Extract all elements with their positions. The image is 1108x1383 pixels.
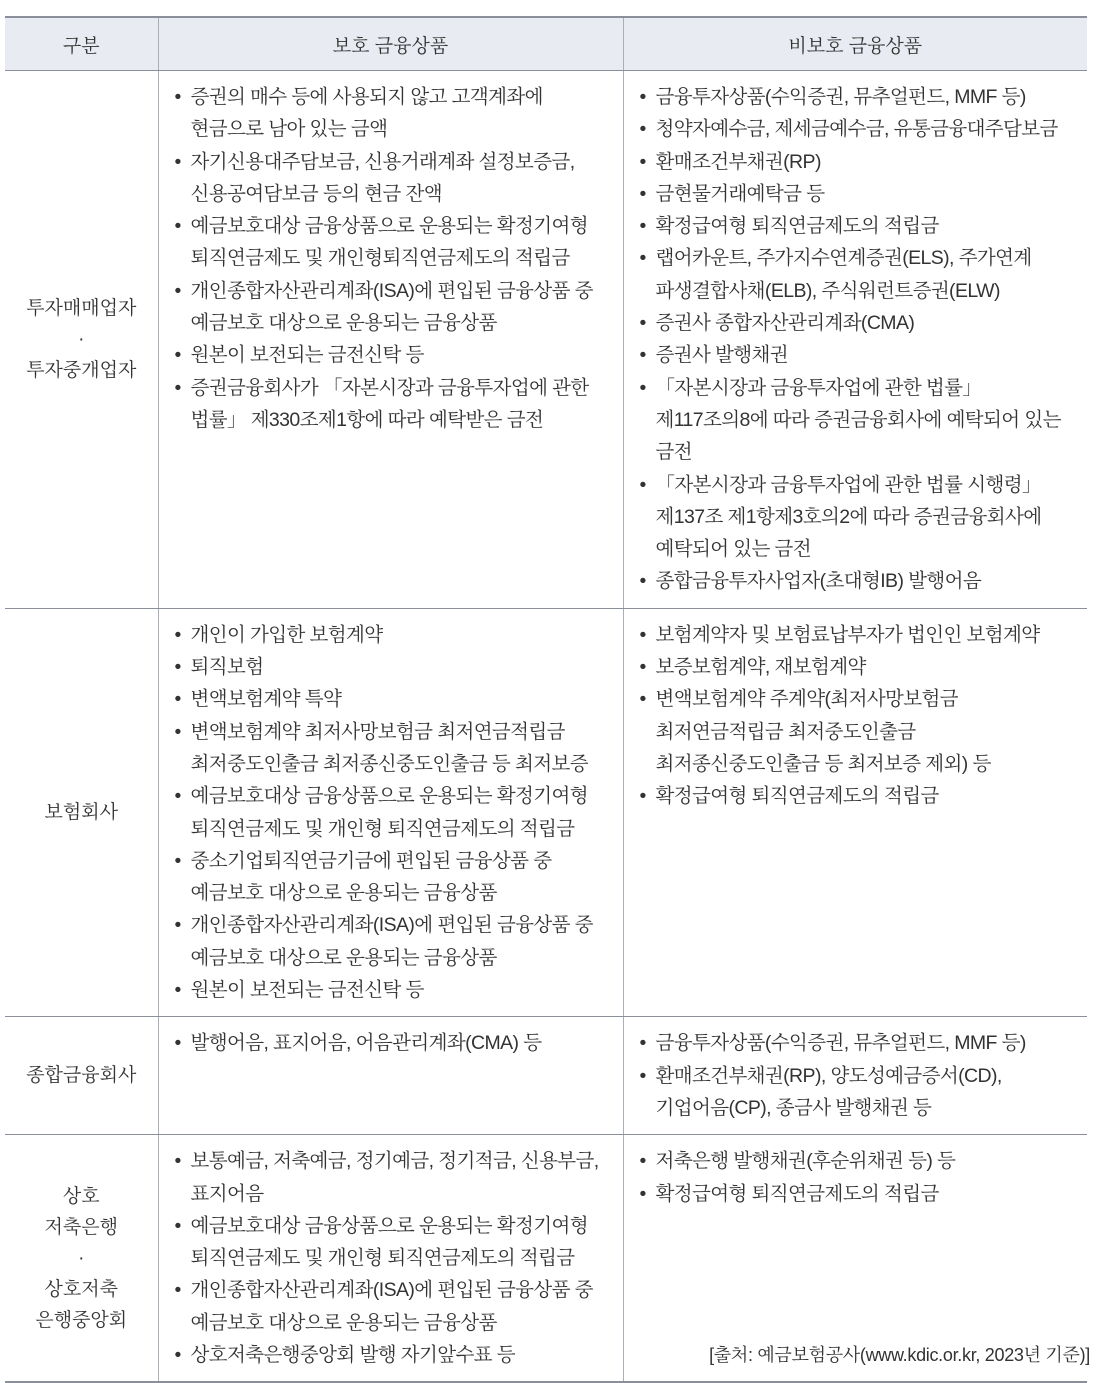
list-item: • 개인종합자산관리계좌(ISA)에 편입된 금융상품 중 예금보호 대상으로 운용되는 금융상품 [173, 909, 613, 974]
row-category [5, 608, 158, 1017]
category-line: 저축은행 [44, 1216, 118, 1238]
unprotected-cell [623, 71, 1087, 609]
list-item: • 예금보호대상 금융상품으로 운용되는 확정기여형 퇴직연금제도 및 개인형 퇴직연금제도의 적립금 [173, 1210, 613, 1275]
list-item: • 환매조건부채권(RP) [638, 146, 1078, 178]
list-item: • 자기신용대주담보금, 신용거래계좌 설정보증금, 신용공여담보금 등의 현금 잔액 [173, 146, 613, 211]
list-item: • 원본이 보전되는 금전신탁 등 [173, 974, 613, 1006]
unprotected-cell [623, 608, 1087, 1017]
list-item: • 변액보험계약 특약 [173, 683, 613, 715]
deposit-protection-table-container [5, 16, 1087, 1383]
list-item: • 변액보험계약 주계약(최저사망보험금 최저연금적립금 최저중도인출금 최저종신중도인출금 등 최저보증 제외) 등 [638, 683, 1078, 780]
list-item: • 금융투자상품(수익증권, 뮤추얼펀드, MMF 등) [638, 1027, 1078, 1059]
protected-cell [158, 608, 623, 1017]
list-item: • 금현물거래예탁금 등 [638, 178, 1078, 210]
category-line: 종합금융회사 [26, 1065, 137, 1087]
list-item: • 개인종합자산관리계좌(ISA)에 편입된 금융상품 중 예금보호 대상으로 운용되는 금융상품 [173, 1274, 613, 1339]
list-item: • 퇴직보험 [173, 651, 613, 683]
header-unprotected: 비보호 금융상품 [623, 17, 1087, 71]
row-category [5, 1135, 158, 1383]
category-line: 투자중개업자 [26, 359, 137, 381]
list-item: • 상호저축은행중앙회 발행 자기앞수표 등 [173, 1339, 613, 1371]
list-item: • 예금보호대상 금융상품으로 운용되는 확정기여형 퇴직연금제도 및 개인형 퇴직연금제도의 적립금 [173, 780, 613, 845]
list-item: • 중소기업퇴직연금기금에 편입된 금융상품 중 예금보호 대상으로 운용되는 금융상품 [173, 845, 613, 910]
header-protected: 보호 금융상품 [158, 17, 623, 71]
category-line: 은행중앙회 [35, 1309, 128, 1331]
list-item: • 금융투자상품(수익증권, 뮤추얼펀드, MMF 등) [638, 81, 1078, 113]
list-item: • 증권의 매수 등에 사용되지 않고 고객계좌에 현금으로 남아 있는 금액 [173, 81, 613, 146]
list-item: • 보증보험계약, 재보험계약 [638, 651, 1078, 683]
list-item: • 확정급여형 퇴직연금제도의 적립금 [638, 210, 1078, 242]
list-item: • 확정급여형 퇴직연금제도의 적립금 [638, 1178, 1078, 1210]
list-item: • 확정급여형 퇴직연금제도의 적립금 [638, 780, 1078, 812]
list-item: • 개인종합자산관리계좌(ISA)에 편입된 금융상품 중 예금보호 대상으로 운용되는 금융상품 [173, 275, 613, 340]
protected-cell [158, 71, 623, 609]
category-line: 투자매매업자 [26, 297, 137, 319]
list-item: • 개인이 가입한 보험계약 [173, 619, 613, 651]
list-item: • 증권사 발행채권 [638, 339, 1078, 371]
category-line: 상호저축 [44, 1278, 118, 1300]
header-category: 구분 [5, 17, 158, 71]
table-row [5, 608, 1087, 1017]
list-item: • 원본이 보전되는 금전신탁 등 [173, 339, 613, 371]
table-row [5, 71, 1087, 609]
deposit-protection-table [5, 16, 1087, 1383]
unprotected-cell [623, 1017, 1087, 1135]
list-item: • 청약자예수금, 제세금예수금, 유통금융대주담보금 [638, 113, 1078, 145]
category-line: · [78, 1247, 85, 1269]
row-category [5, 1017, 158, 1135]
list-item: • 저축은행 발행채권(후순위채권 등) 등 [638, 1145, 1078, 1177]
list-item: • 예금보호대상 금융상품으로 운용되는 확정기여형 퇴직연금제도 및 개인형퇴직연금제도의 적립금 [173, 210, 613, 275]
list-item: • 보통예금, 저축예금, 정기예금, 정기적금, 신용부금, 표지어음 [173, 1145, 613, 1210]
table-header-row [5, 17, 1087, 71]
list-item: • 보험계약자 및 보험료납부자가 법인인 보험계약 [638, 619, 1078, 651]
list-item: • 증권사 종합자산관리계좌(CMA) [638, 307, 1078, 339]
list-item: • 랩어카운트, 주가지수연계증권(ELS), 주가연계 파생결합사채(ELB), 주식워런트증권(ELW) [638, 242, 1078, 307]
protected-cell [158, 1017, 623, 1135]
table-row [5, 1017, 1087, 1135]
list-item: • 변액보험계약 최저사망보험금 최저연금적립금 최저중도인출금 최저종신중도인출금 등 최저보증 [173, 716, 613, 781]
protected-cell [158, 1135, 623, 1383]
list-item: • 증권금융회사가 「자본시장과 금융투자업에 관한 법률」 제330조제1항에 따라 예탁받은 금전 [173, 372, 613, 437]
category-line: · [78, 328, 85, 350]
category-line: 상호 [62, 1185, 100, 1207]
category-line: 보험회사 [44, 802, 118, 824]
list-item: • 「자본시장과 금융투자업에 관한 법률 시행령」 제137조 제1항제3호의2에 따라 증권금융회사에 예탁되어 있는 금전 [638, 469, 1078, 566]
list-item: • 종합금융투자사업자(초대형IB) 발행어음 [638, 565, 1078, 597]
list-item: • 환매조건부채권(RP), 양도성예금증서(CD), 기업어음(CP), 종금사 발행채권 등 [638, 1060, 1078, 1125]
row-category [5, 71, 158, 609]
list-item: • 「자본시장과 금융투자업에 관한 법률」 제117조의8에 따라 증권금융회사에 예탁되어 있는 금전 [638, 372, 1078, 469]
source-citation: [출처: 예금보험공사(www.kdic.or.kr, 2023년 기준)] [709, 1345, 1090, 1365]
list-item: • 발행어음, 표지어음, 어음관리계좌(CMA) 등 [173, 1027, 613, 1059]
